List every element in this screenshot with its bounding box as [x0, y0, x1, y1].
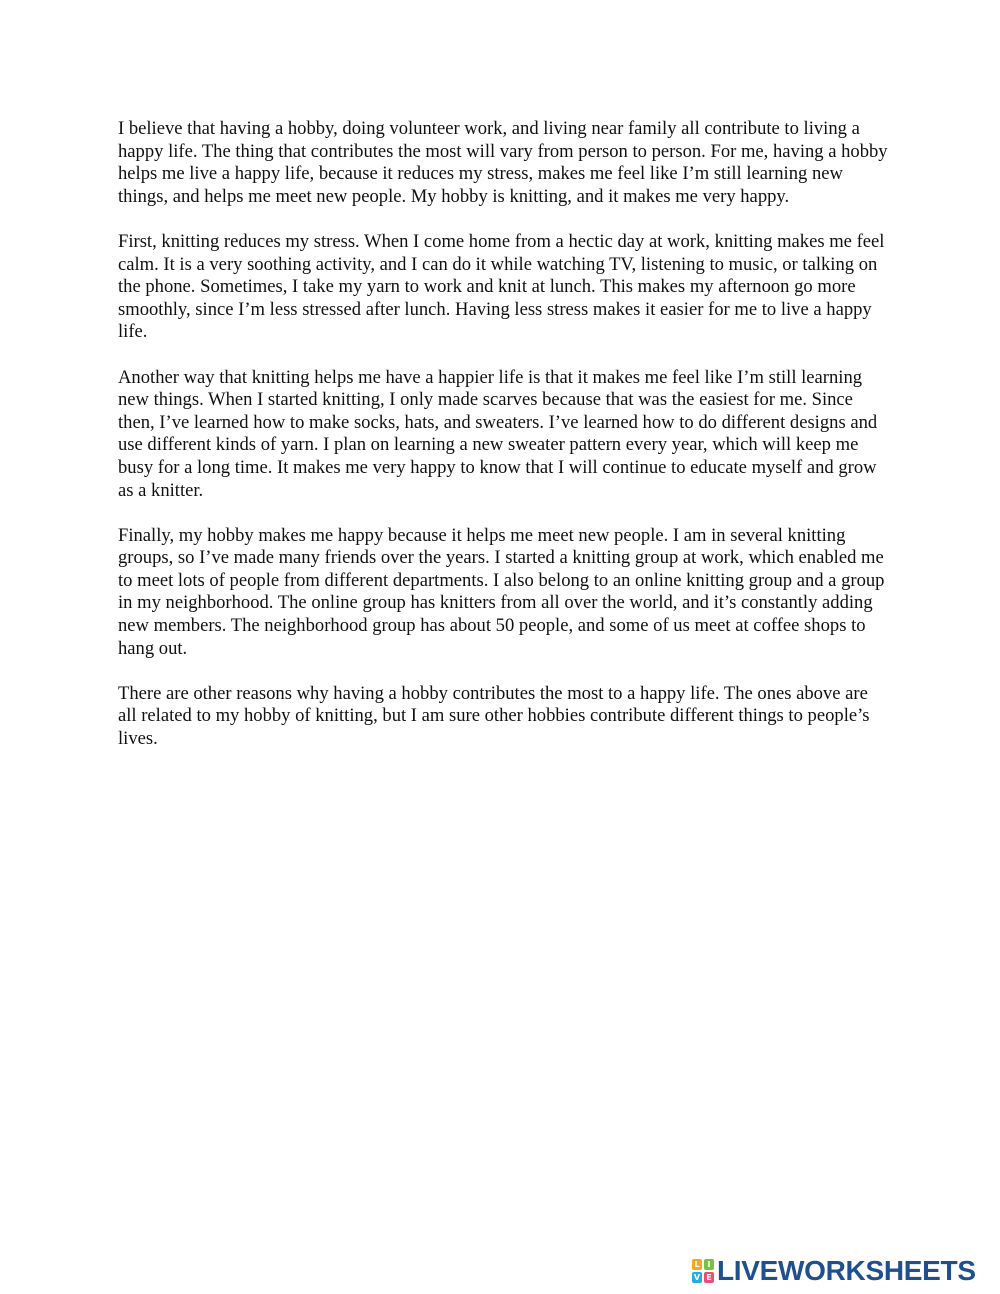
- paragraph-people: Finally, my hobby makes me happy because it helps me meet new people. I am in several knitting groups, so I’ve made many friends over the years. I started a knitting group at work, which enabled me to meet lots of people from different departments. I also belong to an online knitting group and a group in my neighborhood. The online group has knitters from all over the world, and it’s constantly adding new members. The neighborhood group has about 50 people, and some of us meet at coffee shops to hang out.: [118, 524, 885, 659]
- liveworksheets-brand: [692, 1256, 976, 1286]
- logo-tile-v: V: [693, 1273, 701, 1282]
- paragraph-intro: I believe that having a hobby, doing volunteer work, and living near family all contribute to living a happy life. The thing that contributes the most will vary from person to person. For me, having a hobby helps me live a happy life, because it reduces my stress, makes me feel like I’m still learning new things, and helps me meet new people. My hobby is knitting, and it makes me very happy.: [118, 118, 888, 207]
- paragraph-stress: First, knitting reduces my stress. When I come home from a hectic day at work, knitting makes me feel calm. It is a very soothing activity, and I can do it while watching TV, listening to music, or talking on the phone. Sometimes, I take my yarn to work and knit at lunch. This makes my afternoon go more smoothly, since I’m less stressed after lunch. Having less stress makes it easier for me to live a happy life.: [118, 230, 885, 343]
- paragraph-learning: Another way that knitting helps me have a happier life is that it makes me feel like I’m still learning new things. When I started knitting, I only made scarves because that was the easiest for me. Since then, I’ve learned how to make socks, hats, and sweaters. I’ve learned how to do different designs and use different kinds of yarn. I plan on learning a new sweater pattern every year, which will keep me busy for a long time. It makes me very happy to know that I will continue to educate myself and grow as a knitter.: [118, 366, 878, 501]
- paragraph-conclusion: There are other reasons why having a hobby contributes the most to a happy life. The ones above are all related to my hobby of knitting, but I am sure other hobbies contribute different things to people’s lives.: [118, 682, 870, 750]
- brand-wordmark: LIVEWORKSHEETS: [717, 1255, 976, 1286]
- logo-tile-e: E: [704, 1272, 714, 1283]
- essay-body: [118, 118, 888, 773]
- logo-tile-l: L: [692, 1259, 702, 1270]
- logo-tile-i: I: [704, 1259, 714, 1270]
- liveworksheets-logo-icon: [692, 1259, 714, 1283]
